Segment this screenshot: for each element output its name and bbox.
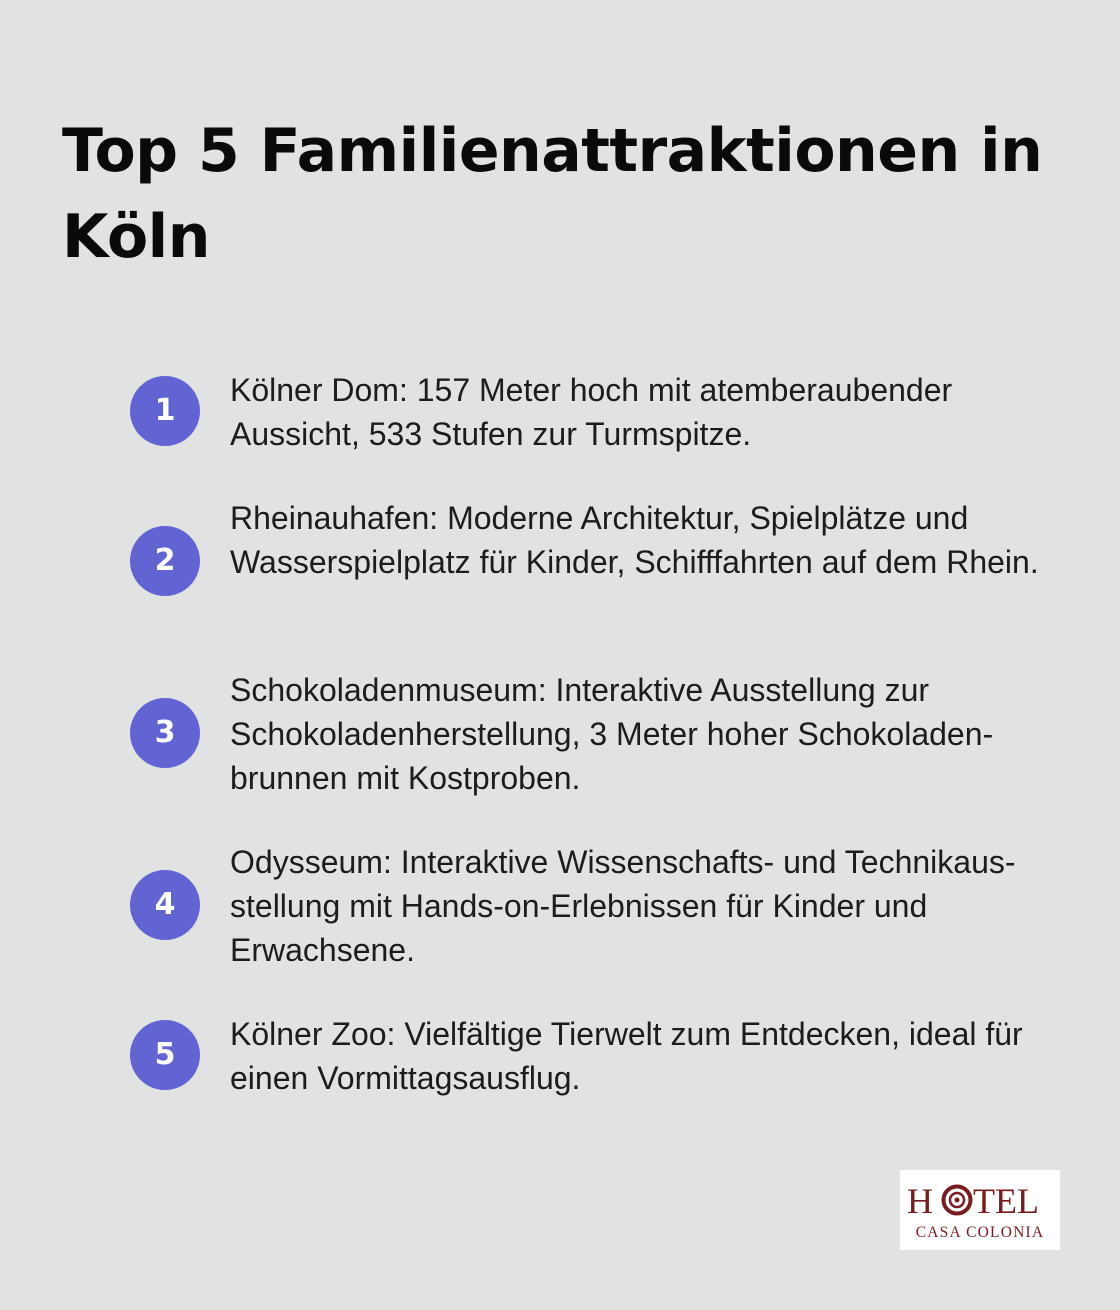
logo-ring-icon — [944, 1187, 971, 1214]
number-badge: 1 — [130, 376, 200, 446]
number-badge: 4 — [130, 870, 200, 940]
item-text: Kölner Dom: 157 Meter hoch mit atemberaubender Aussicht, 533 Stufen zur Turmspitze. — [230, 372, 953, 452]
number-badge: 3 — [130, 698, 200, 768]
hotel-logo — [900, 1170, 1060, 1250]
item-text: Odysseum: Interaktive Wissenschafts- und Technikausstellung mit Hands-on-Erlebnissen für Kinder und Erwachsene. — [230, 844, 1016, 968]
logo-word-end: TEL — [973, 1181, 1039, 1221]
item-text: Rheinauhafen: Moderne Architektur, Spielplätze und Wasserspielplatz für Kinder, Schifffahrten auf dem Rhein. — [230, 500, 1039, 580]
page-title: Top 5 Familienattraktionen in Köln — [62, 116, 1043, 272]
number-badge: 5 — [130, 1020, 200, 1090]
item-text: Schokoladenmuseum: Interaktive Ausstellung zur Schokoladenherstellung, 3 Meter hoher Schokoladenbrunnen mit Kostproben. — [230, 672, 994, 796]
logo-subtitle: CASA COLONIA — [915, 1224, 1045, 1241]
logo-word-start: H — [907, 1181, 933, 1221]
number-badge: 2 — [130, 526, 200, 596]
item-text: Kölner Zoo: Vielfältige Tierwelt zum Entdecken, ideal für einen Vormittagsausflug. — [230, 1016, 1023, 1096]
